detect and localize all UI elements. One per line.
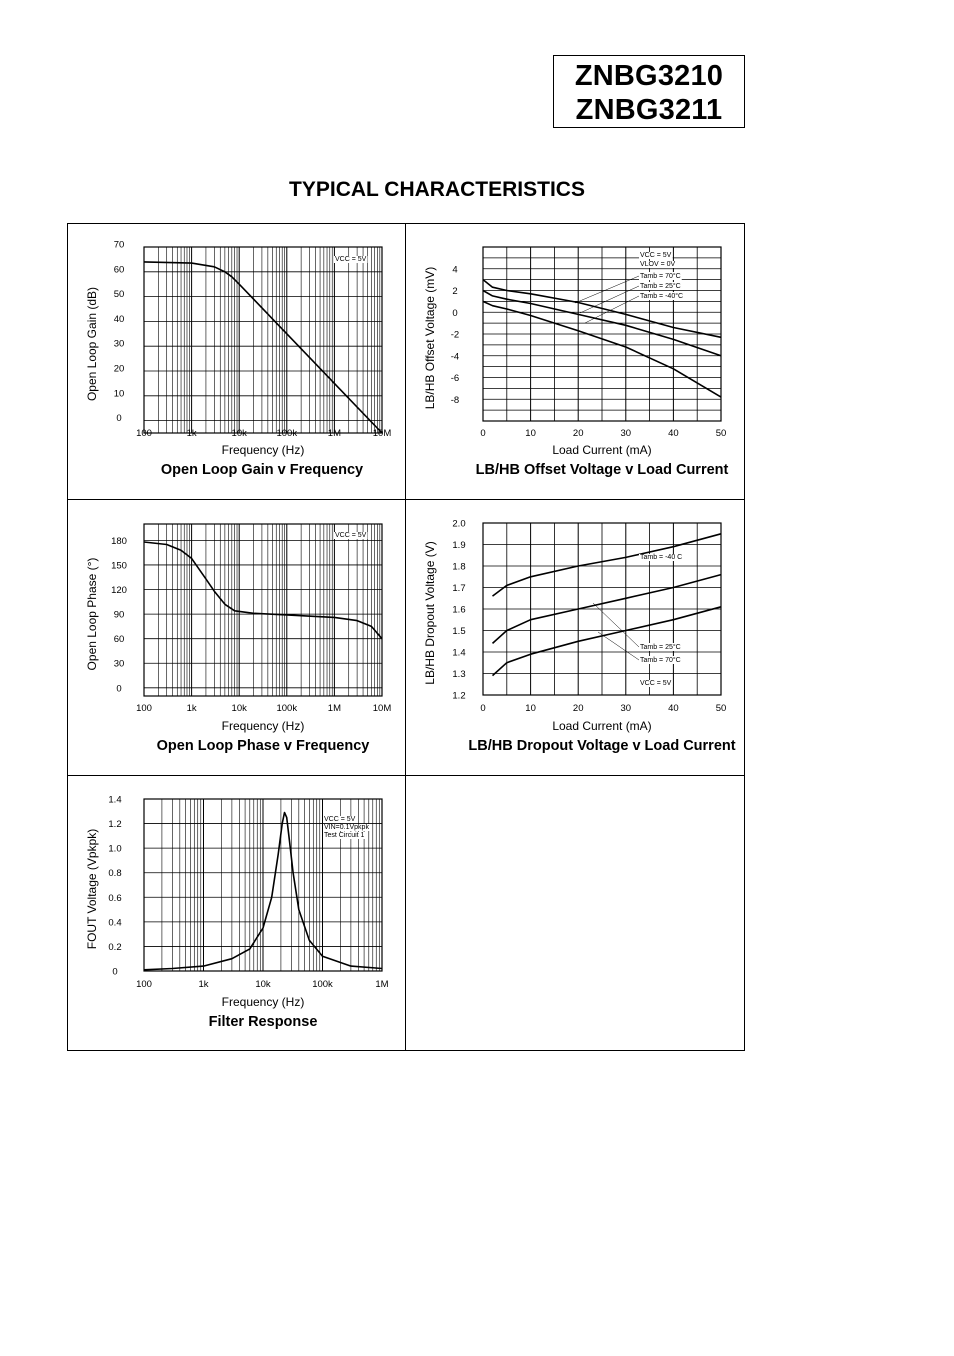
x-tick-label: 40 — [668, 428, 679, 439]
x-tick-label: 10M — [372, 428, 392, 439]
y-tick-label: 0.6 — [108, 892, 122, 904]
x-tick-label: 100k — [276, 703, 298, 714]
series-line-1 — [144, 542, 382, 639]
series-line-3 — [493, 607, 722, 676]
annotation-text: VCC = 5V — [335, 256, 367, 263]
y-tick-label: 30 — [113, 338, 125, 350]
chart-filter-response — [67, 775, 405, 1051]
chart-dropout-voltage — [405, 499, 745, 775]
y-tick-label: 1.0 — [108, 843, 122, 855]
x-tick-label: 30 — [620, 703, 632, 714]
x-axis-label: Load Current (mA) — [552, 443, 652, 457]
leader-line — [575, 276, 639, 303]
x-tick-label: 30 — [620, 428, 632, 439]
x-tick-label: 1k — [198, 979, 209, 990]
annotation-text: VCC = 5V — [640, 680, 672, 687]
x-tick-label: 10k — [255, 979, 271, 990]
y-tick-label: 120 — [111, 585, 127, 597]
annotation-text: Tamb = 25°C — [640, 644, 681, 651]
y-tick-label: 10 — [113, 388, 125, 400]
annotation-text: VCC = 5V — [335, 532, 367, 539]
y-tick-label: 1.3 — [452, 669, 466, 680]
y-tick-label: 1.8 — [452, 561, 466, 573]
y-tick-label: 150 — [111, 560, 127, 572]
y-tick-label: 1.5 — [452, 626, 466, 637]
chart-open-loop-phase — [67, 499, 405, 775]
x-tick-label: 1k — [186, 703, 197, 714]
y-tick-label: -8 — [450, 394, 460, 406]
annotation-text: Tamb = -40 C — [640, 554, 683, 561]
y-axis-label: LB/HB Offset Voltage (mV) — [423, 266, 437, 410]
leader-line — [580, 286, 639, 313]
annotation-text: Tamb = 70°C — [640, 273, 681, 280]
x-axis-label: Frequency (Hz) — [221, 995, 305, 1009]
y-tick-label: 60 — [113, 634, 125, 646]
x-tick-label: 20 — [572, 703, 584, 714]
y-tick-label: 90 — [113, 609, 125, 621]
y-tick-label: 0 — [116, 683, 122, 695]
y-tick-label: 70 — [113, 239, 125, 251]
y-tick-label: 4 — [452, 264, 458, 276]
y-tick-label: -2 — [450, 329, 460, 341]
y-tick-label: 0 — [452, 307, 458, 319]
y-tick-label: 2.0 — [452, 518, 466, 530]
y-tick-label: 20 — [113, 363, 125, 375]
x-tick-label: 100k — [312, 979, 333, 990]
chart-title: Open Loop Gain v Frequency — [160, 462, 364, 478]
x-tick-label: 10 — [525, 703, 536, 714]
y-tick-label: 1.7 — [452, 583, 466, 594]
chart-title: LB/HB Dropout Voltage v Load Current — [468, 738, 736, 754]
x-tick-label: 10k — [231, 428, 247, 439]
annotation-text: Tamb = 25°C — [640, 283, 681, 290]
y-axis-label: LB/HB Dropout Voltage (V) — [423, 541, 437, 685]
y-tick-label: 1.4 — [108, 794, 122, 806]
y-tick-label: 60 — [113, 264, 125, 276]
part-number-2: ZNBG3211 — [575, 94, 723, 126]
annotation-text: VCC = 5V — [640, 252, 672, 259]
chart-offset-voltage — [405, 223, 745, 499]
y-tick-label: 0.8 — [108, 868, 122, 880]
leader-line — [598, 632, 639, 660]
x-tick-label: 50 — [715, 428, 727, 439]
y-tick-label: 0 — [112, 966, 118, 978]
annotation-text: Test Circuit 1 — [324, 832, 365, 839]
y-tick-label: 180 — [111, 535, 127, 547]
x-axis-label: Frequency (Hz) — [221, 719, 305, 733]
annotation-text: Tamb = 70°C — [640, 657, 681, 664]
y-tick-label: 0.2 — [108, 941, 122, 953]
x-tick-label: 100 — [136, 703, 152, 714]
y-tick-label: -4 — [450, 351, 460, 363]
x-tick-label: 100 — [136, 979, 152, 990]
y-axis-label: FOUT Voltage (Vpkpk) — [85, 828, 99, 950]
y-tick-label: 50 — [113, 289, 125, 301]
part-number-1: ZNBG3210 — [574, 60, 724, 92]
x-tick-label: 0 — [480, 428, 486, 439]
leader-line — [593, 603, 639, 647]
leader-line — [585, 296, 639, 323]
annotation-text: VIN=0.1Vpkpk — [324, 824, 369, 831]
annotation-text: VLOV = 0V — [640, 261, 676, 268]
x-tick-label: 40 — [668, 703, 679, 714]
x-tick-label: 10 — [525, 428, 536, 439]
x-axis-label: Frequency (Hz) — [221, 443, 305, 457]
x-tick-label: 1k — [186, 428, 197, 439]
plot-frame — [144, 247, 382, 433]
chart-title: LB/HB Offset Voltage v Load Current — [475, 462, 729, 478]
part-number-box — [553, 55, 745, 128]
x-tick-label: 100k — [276, 428, 298, 439]
y-tick-label: 1.6 — [452, 604, 466, 616]
annotation-text: Tamb = -40°C — [640, 293, 684, 300]
x-tick-label: 10k — [231, 703, 247, 714]
annotation-text: VCC = 5V — [324, 816, 356, 823]
x-tick-label: 50 — [715, 703, 727, 714]
y-axis-label: Open Loop Gain (dB) — [85, 286, 99, 402]
y-tick-label: 40 — [113, 313, 125, 325]
y-tick-label: 1.4 — [452, 647, 466, 659]
y-tick-label: -6 — [450, 373, 460, 384]
y-tick-label: 1.9 — [452, 540, 466, 551]
x-tick-label: 0 — [480, 703, 486, 714]
x-tick-label: 20 — [572, 428, 584, 439]
y-tick-label: 1.2 — [452, 690, 466, 702]
section-title: TYPICAL CHARACTERISTICS — [289, 178, 585, 201]
chart-open-loop-gain — [67, 223, 405, 499]
x-tick-label: 100 — [136, 428, 152, 439]
x-tick-label: 1M — [375, 979, 389, 990]
series-line-1 — [493, 534, 722, 596]
y-tick-label: 0.4 — [108, 917, 122, 929]
chart-title: Open Loop Phase v Frequency — [156, 738, 370, 754]
y-axis-label: Open Loop Phase (°) — [85, 557, 99, 671]
x-axis-label: Load Current (mA) — [552, 719, 652, 733]
y-tick-label: 30 — [113, 658, 125, 670]
series-line-1 — [144, 262, 382, 433]
x-tick-label: 10M — [372, 703, 392, 714]
x-tick-label: 1M — [327, 703, 342, 714]
x-tick-label: 1M — [327, 428, 342, 439]
y-tick-label: 1.2 — [108, 819, 122, 831]
y-tick-label: 2 — [452, 286, 458, 297]
y-tick-label: 0 — [116, 413, 122, 425]
chart-title: Filter Response — [208, 1014, 318, 1030]
